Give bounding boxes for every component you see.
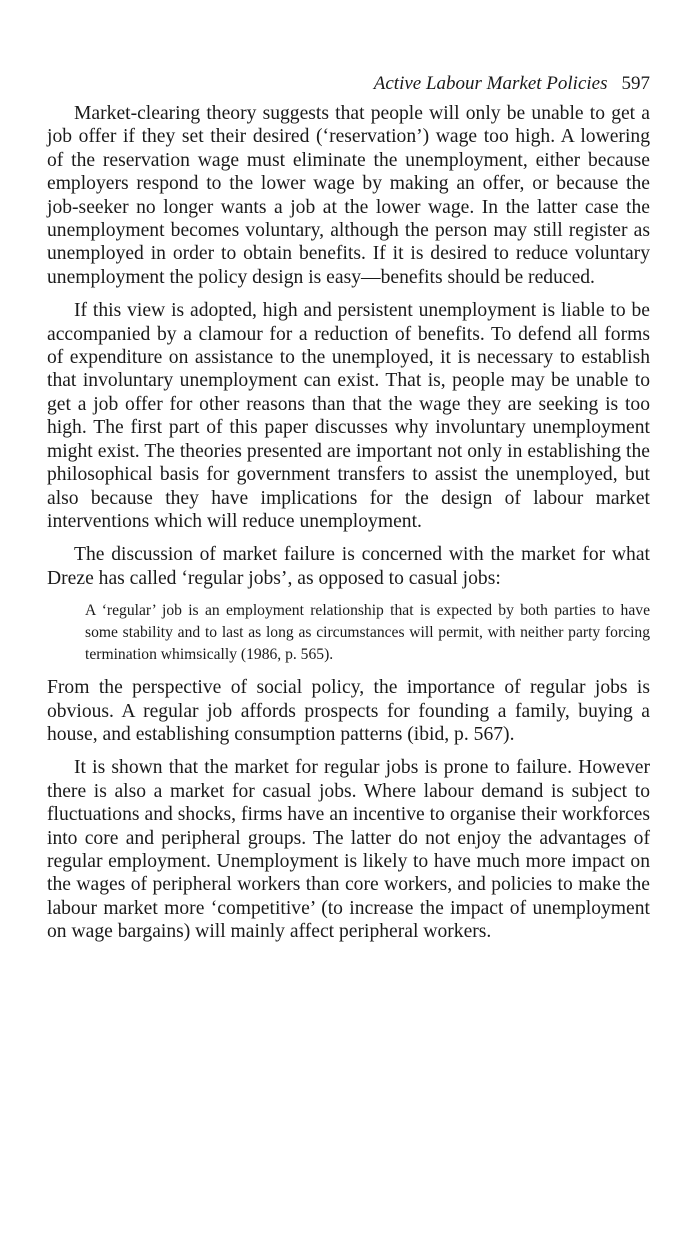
paragraph-social-policy: From the perspective of social policy, the importance of regular jobs is obvious. A regular job affords prospects for founding a family, buying a house, and establishing consumption patterns (ibid, p. 567). <box>47 677 650 745</box>
book-page <box>47 72 650 954</box>
page-number: 597 <box>621 73 650 94</box>
paragraph-market-clearing: Market-clearing theory suggests that people will only be unable to get a job offer if they set their desired (‘reservation’) wage too high. A lowering of the reservation wage must eliminate the unemployment, either because employers respond to the lower wage by making an offer, or because the job-seeker no longer wants a job at the lower wage. In the latter case the unemployment becomes voluntary, although the person may still register as unemployed in order to obtain benefits. If it is desired to reduce voluntary unemployment the policy design is easy—benefits should be reduced. <box>47 103 650 288</box>
paragraph-involuntary-unemployment: If this view is adopted, high and persistent unemployment is liable to be accompanied by a clamour for a reduction of benefits. To defend all forms of expenditure on assistance to the unemployed, it is necessary to establish that involuntary unemployment can exist. That is, people may be unable to get a job offer for other reasons than that the wage they are seeking is too high. The first part of this paper discusses why involuntary unemployment might exist. The theories presented are important not only in establishing the philosophical basis for government transfers to assist the unemployed, but also because they have implications for the design of labour market interventions which will reduce unemployment. <box>47 300 650 532</box>
paragraph-casual-jobs: It is shown that the market for regular jobs is prone to failure. However there is also a market for casual jobs. Where labour demand is subject to fluctuations and shocks, firms have an incentive to organise their workforces into core and peripheral groups. The latter do not enjoy the advantages of regular employment. Unemployment is likely to have much more impact on the wages of peripheral workers than core workers, and policies to make the labour market more ‘competitive’ (to increase the impact of unemployment on wage bargains) will mainly affect peripheral workers. <box>47 757 650 943</box>
block-quote: A ‘regular’ job is an employment relationship that is expected by both parties to have some stability and to last as long as circumstances will permit, with neither party forcing termination whimsically (1986, p. 565). <box>85 602 650 664</box>
running-head-title: Active Labour Market Policies <box>373 73 608 94</box>
paragraph-market-failure: The discussion of market failure is concerned with the market for what Dreze has called ‘regular jobs’, as opposed to casual jobs: <box>47 544 650 589</box>
running-head <box>47 72 650 102</box>
